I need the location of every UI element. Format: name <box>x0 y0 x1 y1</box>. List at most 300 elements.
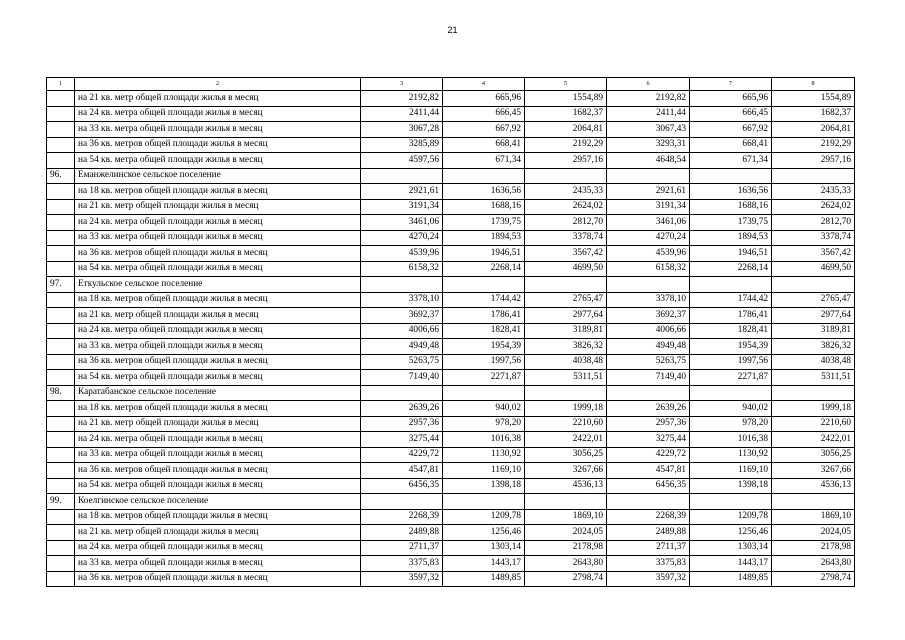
value-cell <box>443 385 525 401</box>
description-cell: на 36 кв. метров общей площади жилья в месяц <box>75 354 361 370</box>
value-cell <box>361 277 443 293</box>
row-index-cell <box>47 246 75 262</box>
value-cell: 4547,81 <box>361 463 443 479</box>
row-index-cell <box>47 540 75 556</box>
description-cell: на 36 кв. метров общей площади жилья в месяц <box>75 246 361 262</box>
column-header: 2 <box>75 78 361 91</box>
description-cell: на 21 кв. метр общей площади жилья в месяц <box>75 525 361 541</box>
section-row <box>47 385 855 401</box>
table-row <box>47 556 855 572</box>
section-row <box>47 494 855 510</box>
description-cell: на 36 кв. метров общей площади жилья в месяц <box>75 463 361 479</box>
value-cell: 2977,64 <box>525 308 607 324</box>
value-cell: 2711,37 <box>361 540 443 556</box>
value-cell: 978,20 <box>443 416 525 432</box>
value-cell: 2192,29 <box>772 137 855 153</box>
value-cell: 668,41 <box>443 137 525 153</box>
value-cell: 3461,06 <box>607 215 690 231</box>
table-row <box>47 571 855 587</box>
row-index-cell <box>47 215 75 231</box>
value-cell: 2489,88 <box>607 525 690 541</box>
table-row <box>47 370 855 386</box>
row-index-cell <box>47 91 75 107</box>
value-cell: 2192,82 <box>361 91 443 107</box>
value-cell: 4536,13 <box>772 478 855 494</box>
value-cell: 1739,75 <box>443 215 525 231</box>
value-cell: 2271,87 <box>690 370 772 386</box>
description-cell: на 54 кв. метра общей площади жилья в месяц <box>75 370 361 386</box>
row-index-cell: 96. <box>47 168 75 184</box>
value-cell: 4539,96 <box>607 246 690 262</box>
value-cell: 665,96 <box>443 91 525 107</box>
row-index-cell <box>47 261 75 277</box>
value-cell: 4699,50 <box>525 261 607 277</box>
value-cell: 4038,48 <box>525 354 607 370</box>
value-cell: 2192,82 <box>607 91 690 107</box>
value-cell: 2765,47 <box>525 292 607 308</box>
value-cell: 3067,28 <box>361 122 443 138</box>
table-row <box>47 91 855 107</box>
value-cell: 3378,10 <box>607 292 690 308</box>
value-cell: 4270,24 <box>361 230 443 246</box>
value-cell: 1554,89 <box>525 91 607 107</box>
value-cell: 2639,26 <box>607 401 690 417</box>
value-cell: 667,92 <box>690 122 772 138</box>
value-cell: 2957,36 <box>607 416 690 432</box>
value-cell: 4229,72 <box>361 447 443 463</box>
row-index-cell <box>47 199 75 215</box>
table-row <box>47 354 855 370</box>
value-cell: 940,02 <box>690 401 772 417</box>
row-index-cell <box>47 463 75 479</box>
value-cell: 3567,42 <box>772 246 855 262</box>
row-index-cell <box>47 525 75 541</box>
row-index-cell <box>47 153 75 169</box>
section-row <box>47 277 855 293</box>
value-cell: 1954,39 <box>443 339 525 355</box>
page-number: 21 <box>447 25 458 35</box>
value-cell: 3267,66 <box>525 463 607 479</box>
value-cell <box>525 385 607 401</box>
value-cell: 6456,35 <box>361 478 443 494</box>
value-cell: 3375,83 <box>361 556 443 572</box>
table-row <box>47 184 855 200</box>
row-index-cell <box>47 370 75 386</box>
value-cell: 1209,78 <box>443 509 525 525</box>
value-cell: 1828,41 <box>443 323 525 339</box>
value-cell: 1946,51 <box>690 246 772 262</box>
value-cell: 1169,10 <box>443 463 525 479</box>
value-cell <box>361 385 443 401</box>
value-cell: 1894,53 <box>690 230 772 246</box>
value-cell: 4539,96 <box>361 246 443 262</box>
value-cell: 7149,40 <box>607 370 690 386</box>
row-index-cell <box>47 509 75 525</box>
description-cell: на 21 кв. метр общей площади жилья в месяц <box>75 416 361 432</box>
row-index-cell <box>47 571 75 587</box>
value-cell <box>607 168 690 184</box>
value-cell <box>690 494 772 510</box>
value-cell: 2064,81 <box>772 122 855 138</box>
value-cell: 2798,74 <box>772 571 855 587</box>
value-cell: 2711,37 <box>607 540 690 556</box>
table-row <box>47 261 855 277</box>
description-cell: на 33 кв. метра общей площади жилья в месяц <box>75 122 361 138</box>
value-cell: 1739,75 <box>690 215 772 231</box>
value-cell: 6158,32 <box>607 261 690 277</box>
value-cell: 2957,16 <box>772 153 855 169</box>
row-index-cell <box>47 447 75 463</box>
value-cell: 1303,14 <box>690 540 772 556</box>
row-index-cell <box>47 354 75 370</box>
value-cell: 2643,80 <box>772 556 855 572</box>
table-row <box>47 509 855 525</box>
value-cell: 4006,66 <box>607 323 690 339</box>
table-row <box>47 230 855 246</box>
value-cell: 1130,92 <box>443 447 525 463</box>
column-number-row <box>47 78 855 91</box>
value-cell: 3378,74 <box>525 230 607 246</box>
value-cell: 5311,51 <box>525 370 607 386</box>
value-cell: 2268,39 <box>361 509 443 525</box>
table-row <box>47 199 855 215</box>
value-cell: 665,96 <box>690 91 772 107</box>
value-cell: 1682,37 <box>525 106 607 122</box>
table-row <box>47 122 855 138</box>
description-cell: на 33 кв. метра общей площади жилья в месяц <box>75 556 361 572</box>
section-title-cell: Каратабанское сельское поселение <box>75 385 361 401</box>
tariff-table <box>46 77 855 587</box>
table-row <box>47 137 855 153</box>
column-header: 5 <box>525 78 607 91</box>
value-cell <box>361 168 443 184</box>
value-cell: 2210,60 <box>525 416 607 432</box>
value-cell <box>525 494 607 510</box>
value-cell: 5311,51 <box>772 370 855 386</box>
value-cell: 1016,38 <box>443 432 525 448</box>
value-cell: 6456,35 <box>607 478 690 494</box>
value-cell <box>525 277 607 293</box>
column-header: 6 <box>607 78 690 91</box>
value-cell: 1688,16 <box>443 199 525 215</box>
value-cell: 3826,32 <box>772 339 855 355</box>
table-row <box>47 106 855 122</box>
value-cell: 3375,83 <box>607 556 690 572</box>
value-cell: 671,34 <box>443 153 525 169</box>
table-row <box>47 308 855 324</box>
row-index-cell <box>47 432 75 448</box>
value-cell: 3067,43 <box>607 122 690 138</box>
value-cell: 2192,29 <box>525 137 607 153</box>
value-cell: 978,20 <box>690 416 772 432</box>
value-cell: 6158,32 <box>361 261 443 277</box>
value-cell: 3692,37 <box>361 308 443 324</box>
value-cell: 1554,89 <box>772 91 855 107</box>
section-title-cell: Еткульское сельское поселение <box>75 277 361 293</box>
table-row <box>47 215 855 231</box>
value-cell: 1869,10 <box>772 509 855 525</box>
value-cell: 5263,75 <box>361 354 443 370</box>
value-cell: 1997,56 <box>690 354 772 370</box>
description-cell: на 36 кв. метров общей площади жилья в месяц <box>75 137 361 153</box>
value-cell: 1946,51 <box>443 246 525 262</box>
table-body <box>47 78 855 587</box>
value-cell: 3275,44 <box>607 432 690 448</box>
value-cell <box>690 385 772 401</box>
value-cell: 1489,85 <box>690 571 772 587</box>
value-cell: 1636,56 <box>443 184 525 200</box>
value-cell: 1130,92 <box>690 447 772 463</box>
value-cell: 4597,56 <box>361 153 443 169</box>
description-cell: на 24 кв. метра общей площади жилья в месяц <box>75 215 361 231</box>
value-cell <box>361 494 443 510</box>
value-cell: 2268,39 <box>607 509 690 525</box>
value-cell: 3056,25 <box>525 447 607 463</box>
value-cell: 2624,02 <box>772 199 855 215</box>
value-cell: 3826,32 <box>525 339 607 355</box>
value-cell: 1169,10 <box>690 463 772 479</box>
value-cell: 1016,38 <box>690 432 772 448</box>
value-cell: 4006,66 <box>361 323 443 339</box>
description-cell: на 54 кв. метра общей площади жилья в месяц <box>75 478 361 494</box>
value-cell: 2435,33 <box>525 184 607 200</box>
row-index-cell: 99. <box>47 494 75 510</box>
value-cell: 4270,24 <box>607 230 690 246</box>
value-cell: 940,02 <box>443 401 525 417</box>
value-cell: 4949,48 <box>361 339 443 355</box>
section-row <box>47 168 855 184</box>
row-index-cell <box>47 339 75 355</box>
value-cell <box>443 168 525 184</box>
value-cell: 1999,18 <box>772 401 855 417</box>
value-cell: 4648,54 <box>607 153 690 169</box>
value-cell: 2921,61 <box>607 184 690 200</box>
row-index-cell <box>47 122 75 138</box>
value-cell: 2024,05 <box>525 525 607 541</box>
value-cell <box>607 494 690 510</box>
table-row <box>47 447 855 463</box>
description-cell: на 21 кв. метр общей площади жилья в месяц <box>75 91 361 107</box>
description-cell: на 18 кв. метров общей площади жилья в месяц <box>75 509 361 525</box>
value-cell: 2921,61 <box>361 184 443 200</box>
value-cell: 1256,46 <box>690 525 772 541</box>
value-cell: 1443,17 <box>443 556 525 572</box>
row-index-cell <box>47 184 75 200</box>
value-cell: 2435,33 <box>772 184 855 200</box>
value-cell: 1398,18 <box>443 478 525 494</box>
row-index-cell <box>47 106 75 122</box>
value-cell: 2411,44 <box>361 106 443 122</box>
value-cell: 2643,80 <box>525 556 607 572</box>
value-cell <box>525 168 607 184</box>
description-cell: на 18 кв. метров общей площади жилья в месяц <box>75 401 361 417</box>
value-cell: 2957,16 <box>525 153 607 169</box>
section-title-cell: Еманжелинское сельское поселение <box>75 168 361 184</box>
table-row <box>47 401 855 417</box>
value-cell: 2411,44 <box>607 106 690 122</box>
row-index-cell <box>47 478 75 494</box>
value-cell: 3056,25 <box>772 447 855 463</box>
value-cell: 3285,89 <box>361 137 443 153</box>
value-cell: 3567,42 <box>525 246 607 262</box>
table-row <box>47 292 855 308</box>
description-cell: на 21 кв. метр общей площади жилья в месяц <box>75 308 361 324</box>
value-cell: 1869,10 <box>525 509 607 525</box>
table-row <box>47 339 855 355</box>
value-cell <box>443 494 525 510</box>
table-row <box>47 153 855 169</box>
description-cell: на 33 кв. метра общей площади жилья в месяц <box>75 447 361 463</box>
value-cell: 1744,42 <box>690 292 772 308</box>
value-cell: 2024,05 <box>772 525 855 541</box>
table-row <box>47 246 855 262</box>
value-cell: 1256,46 <box>443 525 525 541</box>
value-cell: 2798,74 <box>525 571 607 587</box>
value-cell: 3378,10 <box>361 292 443 308</box>
row-index-cell <box>47 292 75 308</box>
value-cell: 2178,98 <box>525 540 607 556</box>
value-cell: 3597,32 <box>607 571 690 587</box>
value-cell: 2271,87 <box>443 370 525 386</box>
value-cell: 4229,72 <box>607 447 690 463</box>
value-cell: 1786,41 <box>443 308 525 324</box>
description-cell: на 18 кв. метров общей площади жилья в месяц <box>75 184 361 200</box>
value-cell: 1398,18 <box>690 478 772 494</box>
value-cell: 3191,34 <box>607 199 690 215</box>
section-title-cell: Коелгинское сельское поселение <box>75 494 361 510</box>
value-cell: 2624,02 <box>525 199 607 215</box>
value-cell: 3275,44 <box>361 432 443 448</box>
description-cell: на 24 кв. метра общей площади жилья в месяц <box>75 106 361 122</box>
description-cell: на 54 кв. метра общей площади жилья в месяц <box>75 261 361 277</box>
value-cell: 2268,14 <box>690 261 772 277</box>
description-cell: на 54 кв. метра общей площади жилья в месяц <box>75 153 361 169</box>
value-cell <box>772 168 855 184</box>
value-cell: 2422,01 <box>525 432 607 448</box>
value-cell: 3267,66 <box>772 463 855 479</box>
value-cell: 4038,48 <box>772 354 855 370</box>
value-cell: 1303,14 <box>443 540 525 556</box>
value-cell: 667,92 <box>443 122 525 138</box>
value-cell <box>690 168 772 184</box>
value-cell: 2268,14 <box>443 261 525 277</box>
value-cell: 1954,39 <box>690 339 772 355</box>
column-header: 3 <box>361 78 443 91</box>
value-cell: 668,41 <box>690 137 772 153</box>
row-index-cell <box>47 308 75 324</box>
value-cell: 3378,74 <box>772 230 855 246</box>
value-cell: 3293,31 <box>607 137 690 153</box>
value-cell: 2639,26 <box>361 401 443 417</box>
table-row <box>47 432 855 448</box>
value-cell: 2977,64 <box>772 308 855 324</box>
value-cell: 3597,32 <box>361 571 443 587</box>
value-cell: 1489,85 <box>443 571 525 587</box>
value-cell: 3189,81 <box>525 323 607 339</box>
description-cell: на 24 кв. метра общей площади жилья в месяц <box>75 432 361 448</box>
value-cell <box>690 277 772 293</box>
table-row <box>47 478 855 494</box>
description-cell: на 18 кв. метров общей площади жилья в месяц <box>75 292 361 308</box>
table-row <box>47 540 855 556</box>
value-cell: 1999,18 <box>525 401 607 417</box>
value-cell: 1443,17 <box>690 556 772 572</box>
value-cell: 2957,36 <box>361 416 443 432</box>
value-cell: 4547,81 <box>607 463 690 479</box>
value-cell: 2178,98 <box>772 540 855 556</box>
value-cell: 2812,70 <box>525 215 607 231</box>
value-cell <box>443 277 525 293</box>
value-cell: 666,45 <box>443 106 525 122</box>
value-cell: 1636,56 <box>690 184 772 200</box>
value-cell: 1997,56 <box>443 354 525 370</box>
table-row <box>47 525 855 541</box>
row-index-cell <box>47 556 75 572</box>
value-cell: 4699,50 <box>772 261 855 277</box>
description-cell: на 21 кв. метр общей площади жилья в месяц <box>75 199 361 215</box>
value-cell <box>772 494 855 510</box>
description-cell: на 33 кв. метра общей площади жилья в месяц <box>75 230 361 246</box>
value-cell <box>772 385 855 401</box>
value-cell: 2210,60 <box>772 416 855 432</box>
value-cell: 7149,40 <box>361 370 443 386</box>
table-row <box>47 416 855 432</box>
value-cell: 1894,53 <box>443 230 525 246</box>
row-index-cell: 97. <box>47 277 75 293</box>
value-cell: 2812,70 <box>772 215 855 231</box>
description-cell: на 36 кв. метров общей площади жилья в месяц <box>75 571 361 587</box>
value-cell: 671,34 <box>690 153 772 169</box>
description-cell: на 33 кв. метра общей площади жилья в месяц <box>75 339 361 355</box>
value-cell: 666,45 <box>690 106 772 122</box>
row-index-cell <box>47 323 75 339</box>
description-cell: на 24 кв. метра общей площади жилья в месяц <box>75 323 361 339</box>
value-cell: 1786,41 <box>690 308 772 324</box>
row-index-cell <box>47 401 75 417</box>
value-cell: 1744,42 <box>443 292 525 308</box>
value-cell: 2489,88 <box>361 525 443 541</box>
row-index-cell: 98. <box>47 385 75 401</box>
value-cell: 1682,37 <box>772 106 855 122</box>
table-row <box>47 463 855 479</box>
row-index-cell <box>47 230 75 246</box>
value-cell <box>607 277 690 293</box>
table-row <box>47 323 855 339</box>
column-header: 1 <box>47 78 75 91</box>
column-header: 7 <box>690 78 772 91</box>
value-cell <box>772 277 855 293</box>
value-cell: 3189,81 <box>772 323 855 339</box>
value-cell: 3461,06 <box>361 215 443 231</box>
value-cell: 1828,41 <box>690 323 772 339</box>
value-cell: 1688,16 <box>690 199 772 215</box>
value-cell: 2064,81 <box>525 122 607 138</box>
column-header: 4 <box>443 78 525 91</box>
value-cell: 5263,75 <box>607 354 690 370</box>
value-cell: 2765,47 <box>772 292 855 308</box>
value-cell: 4949,48 <box>607 339 690 355</box>
value-cell: 2422,01 <box>772 432 855 448</box>
value-cell: 4536,13 <box>525 478 607 494</box>
value-cell: 3692,37 <box>607 308 690 324</box>
column-header: 8 <box>772 78 855 91</box>
description-cell: на 24 кв. метра общей площади жилья в месяц <box>75 540 361 556</box>
value-cell <box>607 385 690 401</box>
value-cell: 3191,34 <box>361 199 443 215</box>
row-index-cell <box>47 137 75 153</box>
row-index-cell <box>47 416 75 432</box>
value-cell: 1209,78 <box>690 509 772 525</box>
